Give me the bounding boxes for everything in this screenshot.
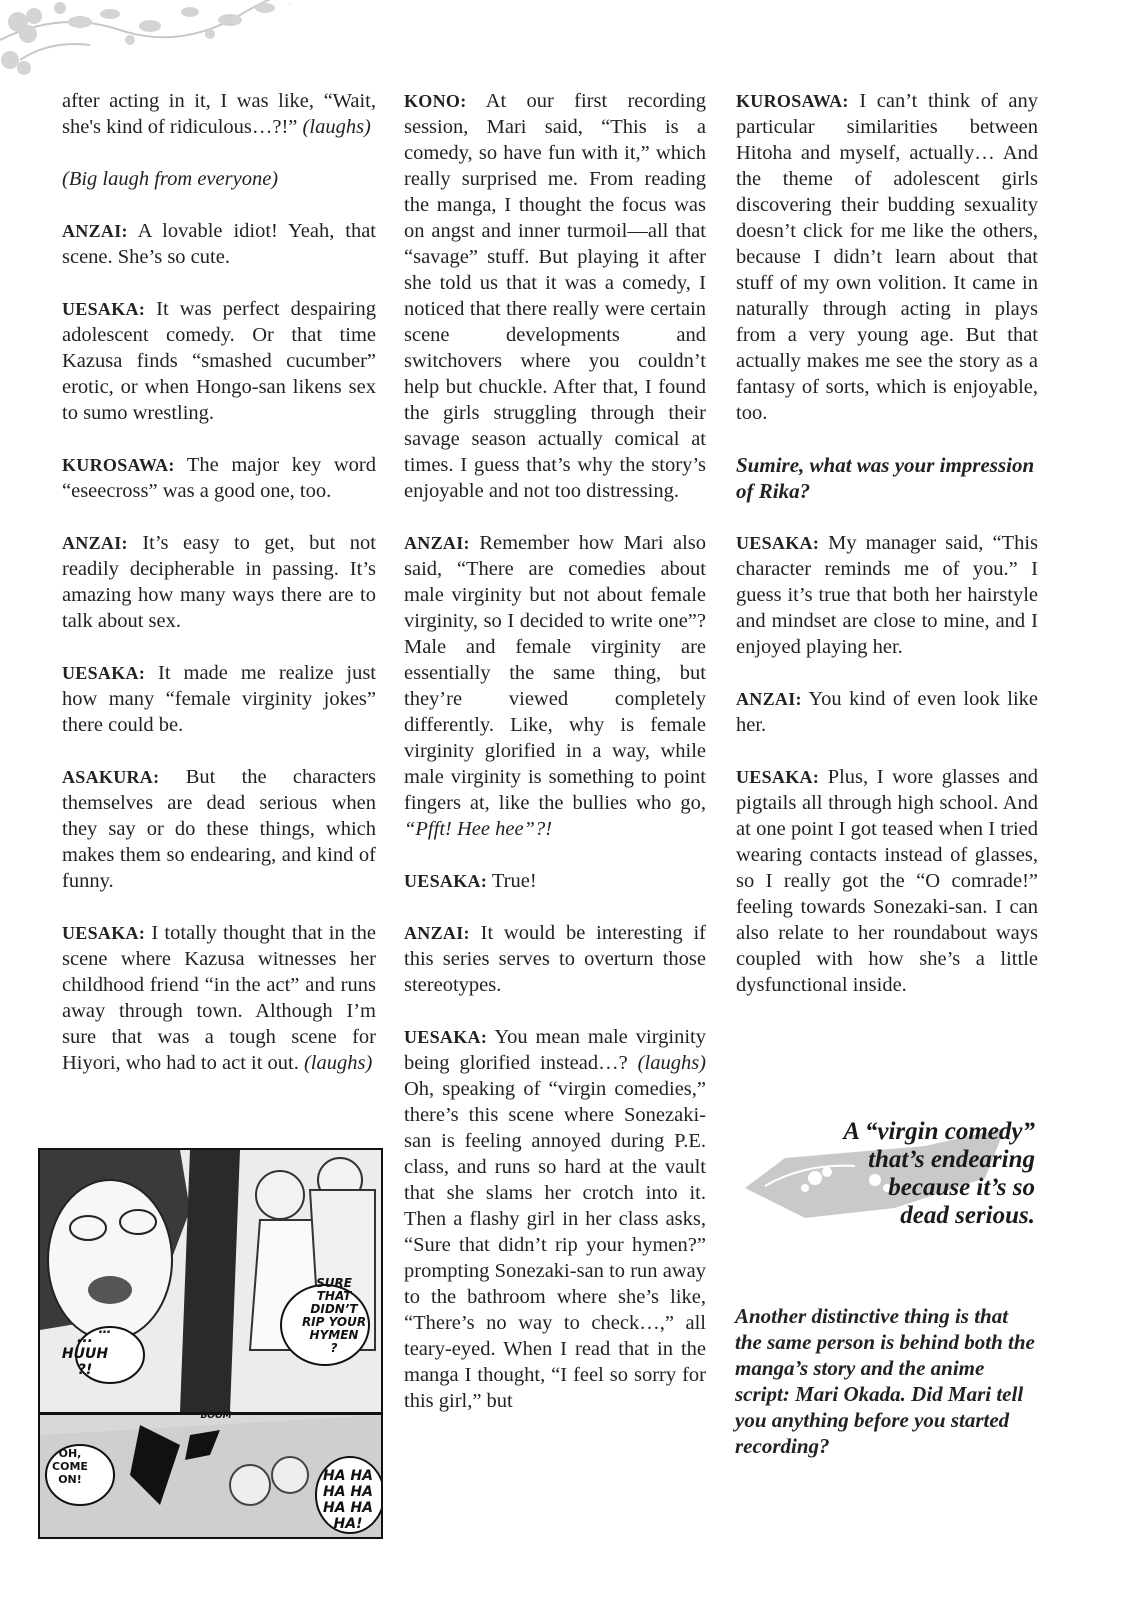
- paragraph: KONO: At our first recording session, Mari said, “This is a comedy, so have fun with it,” which really surprised me. From reading the manga, I thought the focus was on angst and inner turmoil—all that “savage” stuff. But playing it after she told us that it was a comedy, I noticed that there really were certain scene developments and switchovers where you couldn’t help but chuckle. After that, I found the girls struggling through their savage season actually comical at times. I guess that’s why the story’s enjoyable and not too distressing.: [404, 90, 706, 502]
- paragraph: ASAKURA: But the characters themselves are dead serious when they say or do these things, which makes them so endearing, and kind of funny.: [62, 766, 376, 892]
- speaker-label: ANZAI:: [404, 533, 470, 553]
- audience-reaction-note: (Big laugh from everyone): [62, 168, 279, 190]
- paragraph: ANZAI: A lovable idiot! Yeah, that scene. She’s so cute.: [62, 220, 376, 268]
- paragraph: KUROSAWA: The major key word “eseecross” was a good one, too.: [62, 454, 376, 502]
- pull-quote: [745, 1118, 1035, 1238]
- text-column-3: [736, 88, 1038, 1024]
- paragraph: KUROSAWA: I can’t think of any particular similarities between Hitoha and myself, actually… And the theme of adolescent girls discovering their budding sexuality doesn’t click for me like the others, because I didn’t learn about that stuff of my own volition. It came in naturally through acting in plays from a very young age. But that actually makes me see the story as a fantasy of sorts, which is enjoyable, too.: [736, 90, 1038, 424]
- paragraph: UESAKA: It made me realize just how many “female virginity jokes” there could be.: [62, 662, 376, 736]
- speaker-label: ASAKURA:: [62, 767, 160, 787]
- sound-effect: BOOM: [200, 1411, 232, 1421]
- speech-bubble: HA HA HA HA HA HA HA!: [323, 1468, 373, 1532]
- paragraph: UESAKA: I totally thought that in the scene where Kazusa witnesses her childhood friend “in the act” and runs away through town. Although I’m sure that was a tough scene for Hiyori, who had to act it out. (laughs): [62, 922, 376, 1074]
- paragraph: ANZAI: It’s easy to get, but not readily decipherable in passing. It’s amazing how many ways there are to talk about sex.: [62, 532, 376, 632]
- speaker-label: UESAKA:: [62, 923, 146, 943]
- floral-corner-ornament: [0, 0, 290, 80]
- speaker-label: KUROSAWA:: [62, 455, 175, 475]
- speech-bubble: SURE THAT DIDN’T RIP YOUR HYMEN ?: [301, 1276, 367, 1355]
- speaker-label: ANZAI:: [62, 533, 128, 553]
- speaker-label: UESAKA:: [736, 533, 820, 553]
- speaker-label: UESAKA:: [404, 1027, 488, 1047]
- speaker-label: KUROSAWA:: [736, 91, 849, 111]
- speaker-label: UESAKA:: [404, 871, 488, 891]
- text-column-1: [62, 88, 376, 1102]
- pull-quote-text: A “virgin comedy” that’s endearing because it’s so dead serious.: [843, 1118, 1035, 1229]
- speaker-label: UESAKA:: [62, 299, 146, 319]
- speaker-label: ANZAI:: [62, 221, 128, 241]
- sound-effect: …: [98, 1322, 112, 1337]
- paragraph: ANZAI: Remember how Mari also said, “There are comedies about male virginity but not about female virginity, so I decided to write one”? Male and female virginity are essentially the same thing, but they’re viewed completely differently. Like, why is female virginity glorified in a way, while male virginity is something to point fingers at, like the bullies who go, “Pfft! Hee hee”?!: [404, 532, 706, 840]
- speaker-label: ANZAI:: [404, 923, 470, 943]
- paragraph: UESAKA: Plus, I wore glasses and pigtails all through high school. And at one point I got teased when I tried wearing contacts instead of glasses, so I really got the “O comrade!” feeling towards Sonezaki-san. I can also relate to her roundabout ways coupled with how she’s a little dysfunctional inside.: [736, 766, 1038, 996]
- paragraph: UESAKA: It was perfect despairing adolescent comedy. Or that time Kazusa finds “smashed cucumber” erotic, or when Hongo-san likens sex to sumo wrestling.: [62, 298, 376, 424]
- speech-bubble: ... HUUH ?!: [61, 1330, 109, 1378]
- paragraph: UESAKA: True!: [404, 870, 537, 892]
- paragraph: after acting in it, I was like, “Wait, she's kind of ridiculous…?!” (laughs): [62, 90, 376, 138]
- speaker-label: KONO:: [404, 91, 467, 111]
- paragraph: ANZAI: It would be interesting if this series serves to overturn those stereotypes.: [404, 922, 706, 996]
- speaker-label: UESAKA:: [736, 767, 820, 787]
- paragraph: UESAKA: My manager said, “This character reminds me of you.” I guess it’s true that both her hairstyle and mindset are close to mine, and I enjoyed playing her.: [736, 532, 1038, 658]
- paragraph: ANZAI: You kind of even look like her.: [736, 688, 1038, 736]
- paragraph: UESAKA: You mean male virginity being glorified instead…? (laughs) Oh, speaking of “virgin comedies,” there’s this scene where Sonezaki-san is feeling annoyed during P.E. class, and runs so hard at the vault that she slams her crotch into it. Then a flashy girl in her class asks, “Sure that didn’t rip your hymen?” prompting Sonezaki-san to run away to the bathroom where she’s like, “There’s no way to check…,” all teary-eyed. When I read that in the manga I thought, “I feel so sorry for this girl,” but: [404, 1026, 706, 1412]
- speech-bubble: OH, COME ON!: [52, 1447, 88, 1486]
- closing-question: Another distinctive thing is that the same person is behind both the manga’s story and the anime script: Mari Okada. Did Mari tell you anything before you started recording?: [735, 1304, 1035, 1458]
- text-column-2: [404, 88, 706, 1440]
- interviewer-question: Sumire, what was your impression of Rika?: [736, 453, 1035, 503]
- speaker-label: ANZAI:: [736, 689, 802, 709]
- speaker-label: UESAKA:: [62, 663, 146, 683]
